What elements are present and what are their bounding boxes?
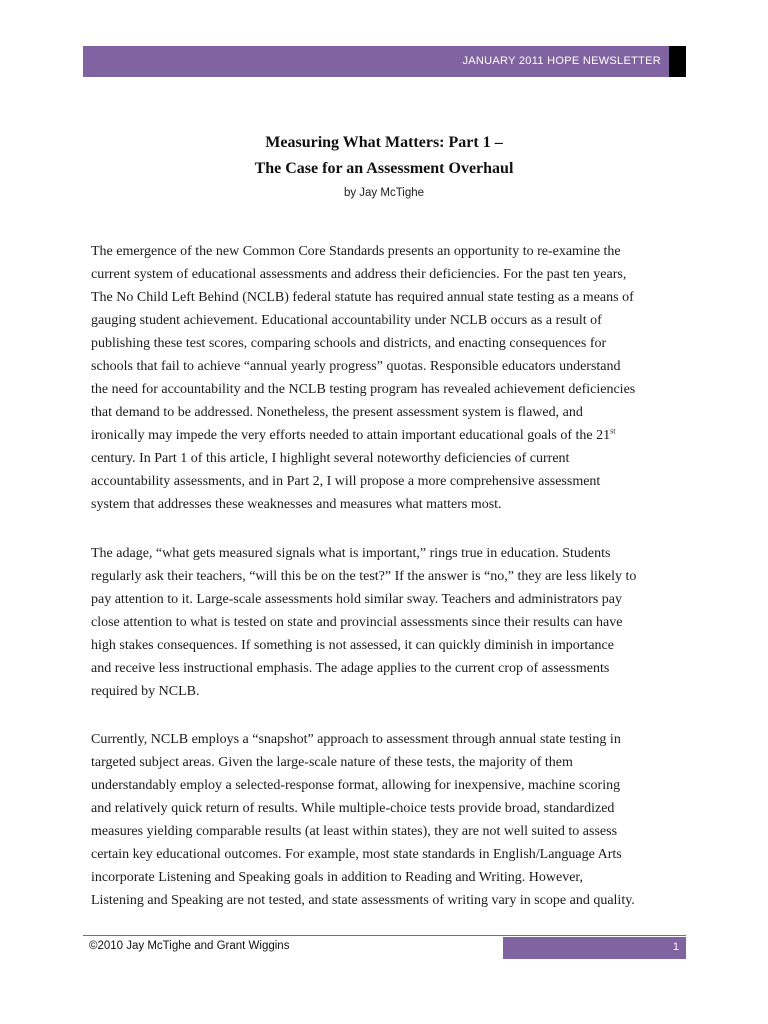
paragraph-line: high stakes consequences. If something is not assessed, it can quickly diminish in importance (91, 638, 614, 653)
superscript-st: st (610, 426, 616, 436)
paragraph-line: pay attention to it. Large-scale assessments hold similar sway. Teachers and administrators pay (91, 592, 623, 607)
newsletter-label: JANUARY 2011 HOPE NEWSLETTER (462, 55, 661, 67)
paragraph-line: accountability assessments, and in Part 2, I will propose a more comprehensive assessment (91, 474, 601, 489)
paragraph-line: gauging student achievement. Educational accountability under NCLB occurs as a result of (91, 313, 602, 328)
paragraph-line: that demand to be addressed. Nonetheless, the present assessment system is flawed, and (91, 405, 583, 420)
article-title-line1: Measuring What Matters: Part 1 – (265, 134, 503, 151)
paragraph-line: current system of educational assessments and address their deficiencies. For the past ten years, (91, 267, 627, 282)
paragraph-3 (91, 728, 681, 912)
paragraph-line: required by NCLB. (91, 684, 200, 699)
paragraph-line-text: ironically may impede the very efforts needed to attain important educational goals of the 21 (91, 428, 611, 443)
footer-page-box (503, 937, 686, 959)
paragraph-line: The emergence of the new Common Core Standards presents an opportunity to re-examine the (91, 244, 621, 259)
paragraph-line: century. In Part 1 of this article, I highlight several noteworthy deficiencies of current (91, 451, 570, 466)
article-title-line2: The Case for an Assessment Overhaul (254, 160, 514, 177)
paragraph-line: system that addresses these weaknesses and measures what matters most. (91, 497, 502, 512)
paragraph-line: the need for accountability and the NCLB testing program has revealed achievement deficiencies (91, 382, 636, 397)
footer-copyright: ©2010 Jay McTighe and Grant Wiggins (89, 940, 290, 952)
article-byline: by Jay McTighe (343, 187, 425, 199)
paragraph-line: and relatively quick return of results. While multiple-choice tests provide broad, standardized (91, 801, 615, 816)
header-bar (83, 46, 669, 77)
page-number: 1 (672, 941, 679, 953)
paragraph-line: regularly ask their teachers, “will this be on the test?” If the answer is “no,” they are less likely to (91, 569, 637, 584)
paragraph-2 (91, 542, 681, 703)
paragraph-line: targeted subject areas. Given the large-scale nature of these tests, the majority of them (91, 755, 573, 770)
paragraph-line: close attention to what is tested on state and provincial assessments since their results can have (91, 615, 623, 630)
paragraph-line: The No Child Left Behind (NCLB) federal statute has required annual state testing as a means of (91, 290, 634, 305)
paragraph-1 (91, 240, 681, 516)
paragraph-line: publishing these test scores, comparing schools and districts, and enacting consequences for (91, 336, 607, 351)
paragraph-line: Currently, NCLB employs a “snapshot” approach to assessment through annual state testing in (91, 732, 621, 747)
paragraph-line-with-superscript (91, 424, 681, 447)
paragraph-line: incorporate Listening and Speaking goals in addition to Reading and Writing. However, (91, 870, 584, 885)
header-tab-accent (669, 46, 686, 77)
paragraph-line: measures yielding comparable results (at least within states), they are not well suited to assess (91, 824, 618, 839)
paragraph-line: certain key educational outcomes. For example, most state standards in English/Language Arts (91, 847, 622, 862)
paragraph-line: understandably employ a selected-response format, allowing for inexpensive, machine scoring (91, 778, 621, 793)
footer-divider (83, 935, 686, 936)
paragraph-line: schools that fail to achieve “annual yearly progress” quotas. Responsible educators understand (91, 359, 621, 374)
paragraph-line: and receive less instructional emphasis. The adage applies to the current crop of assessments (91, 661, 610, 676)
paragraph-line: The adage, “what gets measured signals what is important,” rings true in education. Students (91, 546, 611, 561)
paragraph-line: Listening and Speaking are not tested, and state assessments of writing vary in scope and quality. (91, 893, 635, 908)
